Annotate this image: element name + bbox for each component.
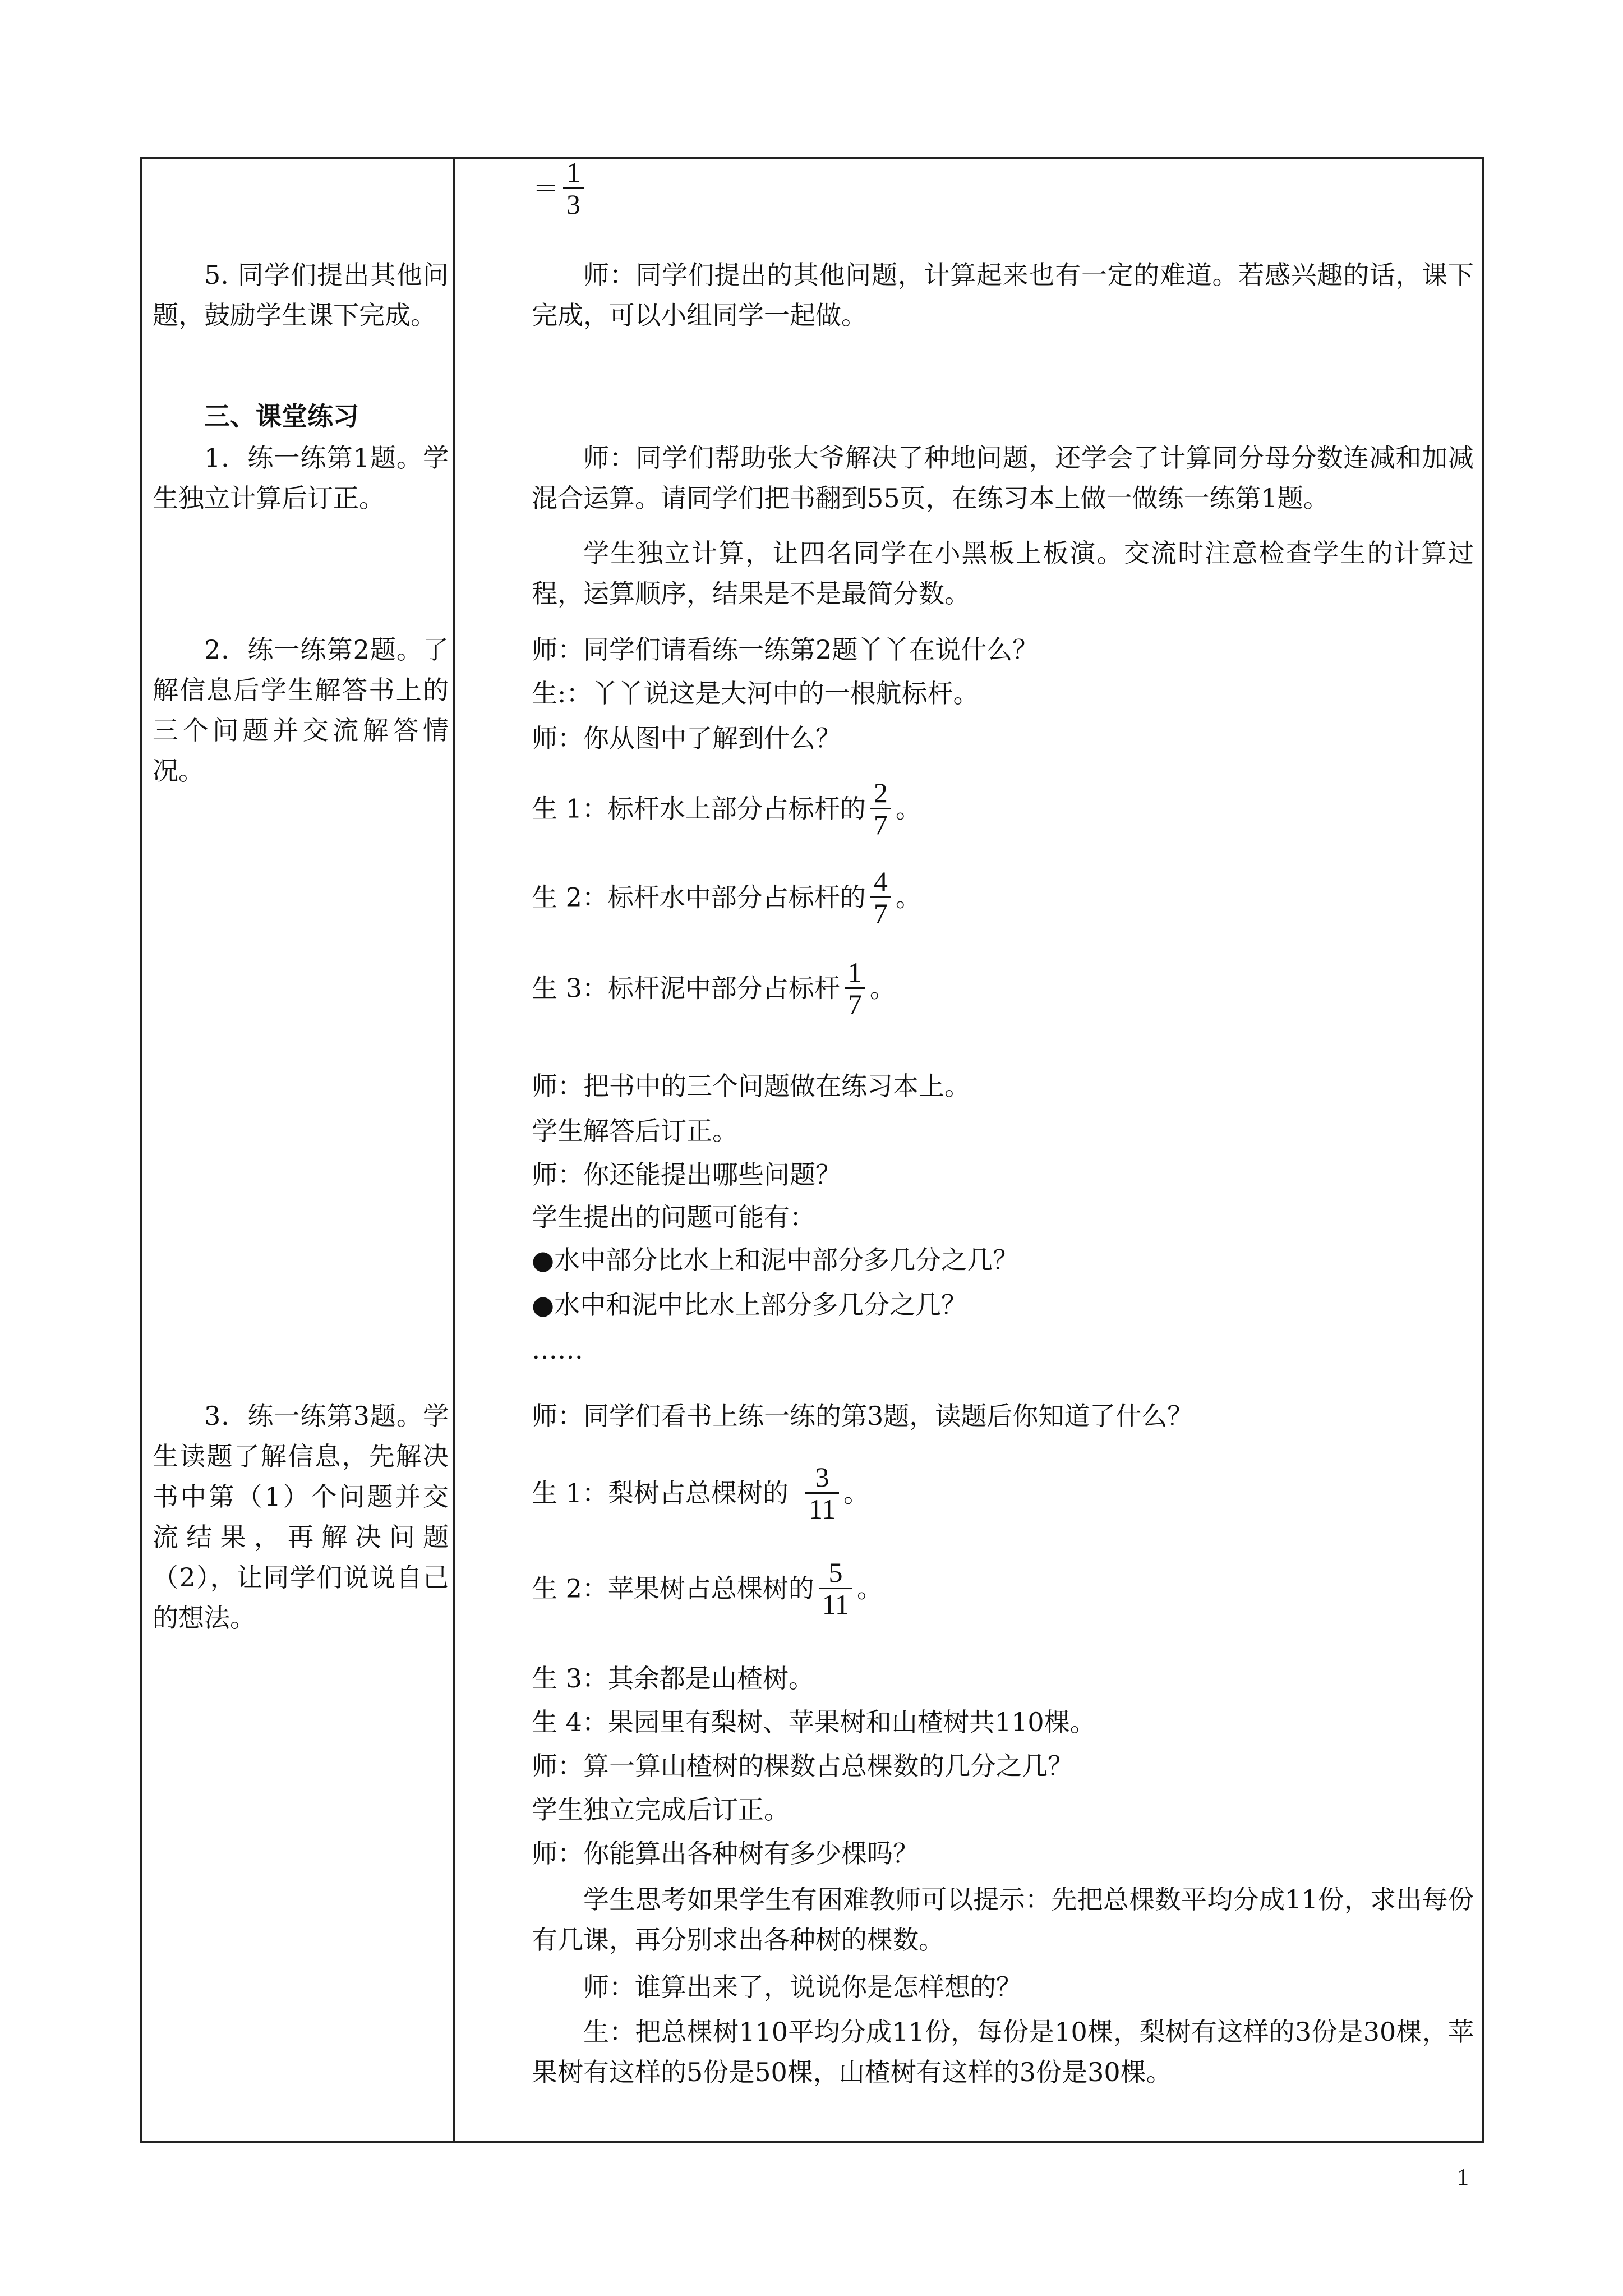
left-item-5: 5. 同学们提出其他问题，鼓励学生课下完成。 <box>153 260 449 330</box>
q2-line-3: 师：你从图中了解到什么？ <box>532 723 841 753</box>
fraction-4-7: $\frac{4}{7}$ <box>870 866 891 928</box>
q3-paragraph-1: 学生思考如果学生有困难教师可以提示：先把总棵数平均分成11份，求出每份有几课，再分别求出各种树的棵数。 <box>532 1884 1474 1955</box>
q3-line-2: 生 3：其余都是山楂树。 <box>532 1663 814 1694</box>
tree-answer-1: 生 1：梨树占总棵树的 $\frac{3}{11}$ 。 <box>532 1461 870 1525</box>
q3-line-1: 师：同学们看书上练一练的第3题，读题后你知道了什么？ <box>532 1401 1193 1431</box>
q3-line-5: 学生独立完成后订正。 <box>532 1795 790 1825</box>
q3-line-6: 师：你能算出各种树有多少棵吗？ <box>532 1838 919 1869</box>
q2-bullet-1: ●水中部分比水上和泥中部分多几分之几？ <box>532 1245 1019 1275</box>
q3-line-3: 生 4：果园里有梨树、苹果树和山楂树共110棵。 <box>532 1707 1096 1737</box>
left-item-1: 1．练一练第1题。学生独立计算后订正。 <box>153 443 449 513</box>
paragraph-2: 师：同学们帮助张大爷解决了种地问题，还学会了计算同分母分数连减和加减混合运算。请同学们把书翻到55页，在练习本上做一做练一练第1题。 <box>532 443 1474 513</box>
q3-line-4: 师：算一算山楂树的棵数占总棵数的几分之几？ <box>532 1751 1073 1781</box>
column-divider <box>453 157 455 2143</box>
q2-bullet-2: ●水中和泥中比水上部分多几分之几？ <box>532 1290 967 1320</box>
fraction-2-7: $\frac{2}{7}$ <box>870 777 891 840</box>
student-3-answer: 生 3：标杆泥中部分占标杆 $\frac{1}{7}$ 。 <box>532 956 896 1020</box>
paragraph-1: 师：同学们提出的其他问题，计算起来也有一定的难道。若感兴趣的话，课下完成，可以小组同学一起做。 <box>532 260 1474 330</box>
student-1-answer: 生 1：标杆水上部分占标杆的 $\frac{2}{7}$ 。 <box>532 777 921 840</box>
q2-line-6: 师：你还能提出哪些问题？ <box>532 1159 841 1190</box>
fraction-5-11: $\frac{5}{11}$ <box>819 1557 852 1619</box>
q2-line-7: 学生提出的问题可能有： <box>532 1202 815 1232</box>
q3-line-7: 师：谁算出来了，说说你是怎样想的？ <box>583 1972 1022 2002</box>
fraction-result: $\frac{1}{3}$ <box>563 157 584 219</box>
tree-answer-2: 生 2：苹果树占总棵树的 $\frac{5}{11}$ 。 <box>532 1557 883 1620</box>
equals-sign: ＝ <box>533 173 559 204</box>
left-item-3: 3．练一练第3题。学生读题了解信息，先解决书中第（1）个问题并交流结果，再解决问题（2），让同学们说说自己的想法。 <box>153 1401 449 1633</box>
q2-line-1: 师：同学们请看练一练第2题丫丫在说什么？ <box>532 634 1039 665</box>
section-heading-3: 三、课堂练习 <box>204 401 359 431</box>
page-number: 1 <box>1457 2165 1469 2191</box>
fraction-1-7: $\frac{1}{7}$ <box>845 957 865 1019</box>
q2-line-5: 学生解答后订正。 <box>532 1116 738 1146</box>
fraction-3-11: $\frac{3}{11}$ <box>805 1462 839 1524</box>
q2-ellipsis: …… <box>532 1335 583 1365</box>
q2-line-2: 生:：丫丫说这是大河中的一根航标杆。 <box>532 678 979 708</box>
result-line <box>533 159 1475 222</box>
q2-line-4: 师：把书中的三个问题做在练习本上。 <box>532 1071 970 1101</box>
student-2-answer: 生 2：标杆水中部分占标杆的 $\frac{4}{7}$ 。 <box>532 866 921 929</box>
paragraph-3: 学生独立计算，让四名同学在小黑板上板演。交流时注意检查学生的计算过程，运算顺序，结果是不是最简分数。 <box>532 538 1474 609</box>
left-item-2: 2．练一练第2题。了解信息后学生解答书上的三个问题并交流解答情况。 <box>153 634 449 786</box>
q3-paragraph-2: 生：把总棵树110平均分成11份，每份是10棵，梨树有这样的3份是30棵，苹果树有这样的5份是50棵，山楂树有这样的3份是30棵。 <box>532 2017 1474 2087</box>
